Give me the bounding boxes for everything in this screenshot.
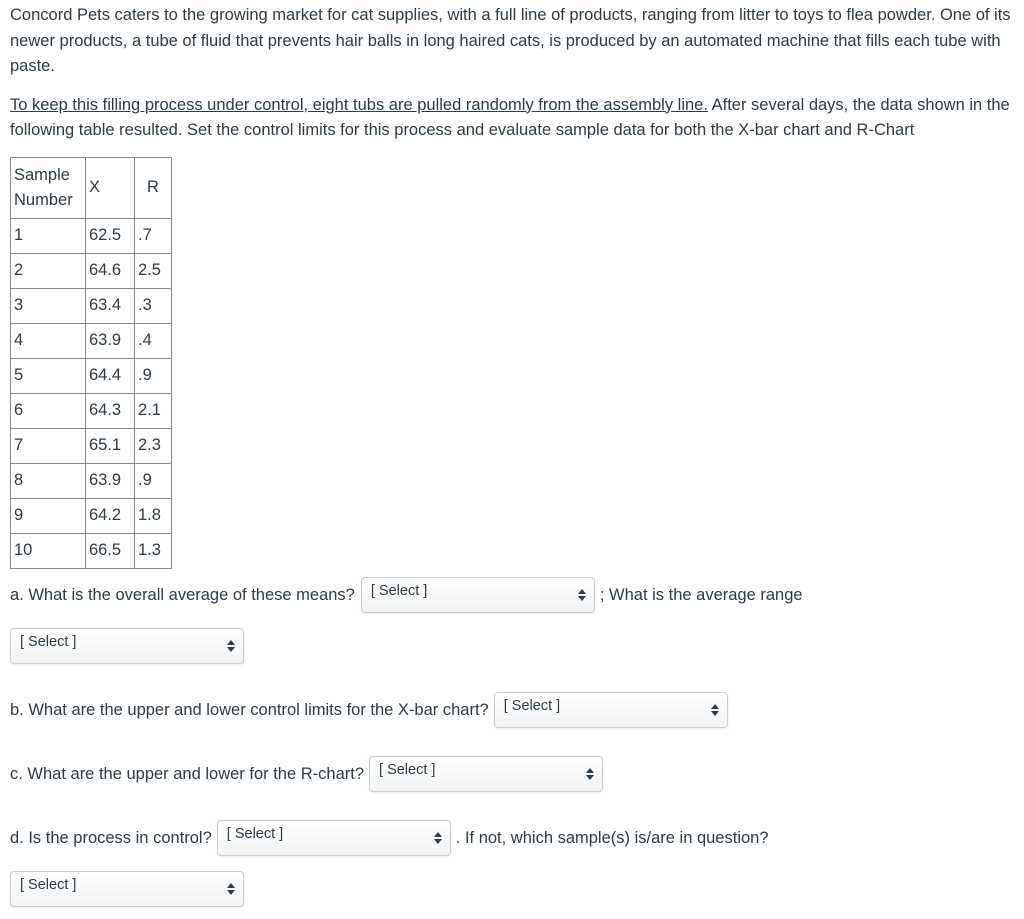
select-arrows-icon xyxy=(711,704,719,716)
question-d-second xyxy=(10,871,244,907)
question-c-text: c. What are the upper and lower for the R-chart? xyxy=(10,764,365,783)
select-arrows-icon xyxy=(586,768,594,780)
cell-r: 1.8 xyxy=(135,498,172,533)
cell-sample: 7 xyxy=(11,428,86,463)
cell-sample: 1 xyxy=(11,218,86,253)
question-d-suffix: . If not, which sample(s) is/are in question? xyxy=(455,828,769,847)
samples-in-question-select[interactable] xyxy=(10,871,244,907)
table-row xyxy=(11,358,172,393)
table-header-row xyxy=(11,157,172,218)
cell-r: 2.1 xyxy=(135,393,172,428)
cell-x: 62.5 xyxy=(86,218,135,253)
question-b xyxy=(10,692,728,728)
xbar-limits-select-label: [ Select ] xyxy=(503,698,561,714)
table-row xyxy=(11,218,172,253)
cell-r: .7 xyxy=(135,218,172,253)
question-a-text: a. What is the overall average of these means? xyxy=(10,585,355,604)
samples-in-question-select-label: [ Select ] xyxy=(20,877,77,893)
question-a xyxy=(10,577,803,613)
cell-r: 2.3 xyxy=(135,428,172,463)
table-row xyxy=(11,288,172,323)
cell-r: .3 xyxy=(135,288,172,323)
header-x: X xyxy=(86,157,135,218)
question-d-text: d. Is the process in control? xyxy=(10,828,212,847)
cell-sample: 10 xyxy=(11,533,86,568)
cell-r: 1.3 xyxy=(135,533,172,568)
instructions-rest: After several days, the data shown in the following table resulted. Set the control limits for this process and evaluate sample data for both the X-bar chart and R-Chart xyxy=(10,95,1010,139)
cell-r: 2.5 xyxy=(135,253,172,288)
xbar-limits-select[interactable] xyxy=(494,692,728,728)
rchart-limits-select[interactable] xyxy=(369,756,603,792)
in-control-select-label: [ Select ] xyxy=(226,826,284,842)
select-arrows-icon xyxy=(227,883,235,895)
average-range-select-label: [ Select ] xyxy=(20,634,77,650)
select-arrows-icon xyxy=(434,832,442,844)
question-d xyxy=(10,820,769,856)
cell-sample: 9 xyxy=(11,498,86,533)
cell-x: 64.2 xyxy=(86,498,135,533)
header-sample-number xyxy=(11,157,86,218)
cell-x: 63.4 xyxy=(86,288,135,323)
cell-x: 64.3 xyxy=(86,393,135,428)
cell-r: .9 xyxy=(135,463,172,498)
cell-r: .4 xyxy=(135,323,172,358)
question-c xyxy=(10,756,603,792)
table-row xyxy=(11,533,172,568)
cell-sample: 3 xyxy=(11,288,86,323)
table-row xyxy=(11,253,172,288)
rchart-limits-select-label: [ Select ] xyxy=(379,762,436,778)
average-range-select[interactable] xyxy=(10,628,244,664)
cell-x: 64.6 xyxy=(86,253,135,288)
cell-sample: 6 xyxy=(11,393,86,428)
select-arrows-icon xyxy=(578,589,586,601)
in-control-select[interactable] xyxy=(217,820,451,856)
question-content xyxy=(10,0,1014,893)
cell-sample: 5 xyxy=(11,358,86,393)
question-a-suffix: ; What is the average range xyxy=(599,585,803,604)
cell-x: 64.4 xyxy=(86,358,135,393)
question-a-second xyxy=(10,628,244,664)
intro-paragraph: Concord Pets caters to the growing market for cat supplies, with a full line of products, ranging from litter to toys to flea powder. One of its newer products, a tube of fluid that prevents hair balls in long haired cats, is produced by an automated machine that fills each tube with paste. xyxy=(10,6,1011,75)
instructions-paragraph xyxy=(10,93,1014,144)
table-row xyxy=(11,393,172,428)
sample-data-table xyxy=(10,157,172,569)
cell-x: 66.5 xyxy=(86,533,135,568)
cell-x: 63.9 xyxy=(86,323,135,358)
cell-x: 65.1 xyxy=(86,428,135,463)
question-b-text: b. What are the upper and lower control limits for the X-bar chart? xyxy=(10,700,489,719)
header-r: R xyxy=(135,157,172,218)
table-row xyxy=(11,428,172,463)
overall-average-select[interactable] xyxy=(361,577,595,613)
instructions-underlined: To keep this filling process under control, eight tubs are pulled randomly from the assembly line. xyxy=(10,95,708,114)
table-row xyxy=(11,323,172,358)
table-row xyxy=(11,498,172,533)
cell-sample: 2 xyxy=(11,253,86,288)
cell-x: 63.9 xyxy=(86,463,135,498)
table-row xyxy=(11,463,172,498)
cell-sample: 4 xyxy=(11,323,86,358)
cell-r: .9 xyxy=(135,358,172,393)
select-arrows-icon xyxy=(227,640,235,652)
header-sample-number-label: Sample Number xyxy=(14,165,73,209)
overall-average-select-label: [ Select ] xyxy=(370,583,428,599)
cell-sample: 8 xyxy=(11,463,86,498)
